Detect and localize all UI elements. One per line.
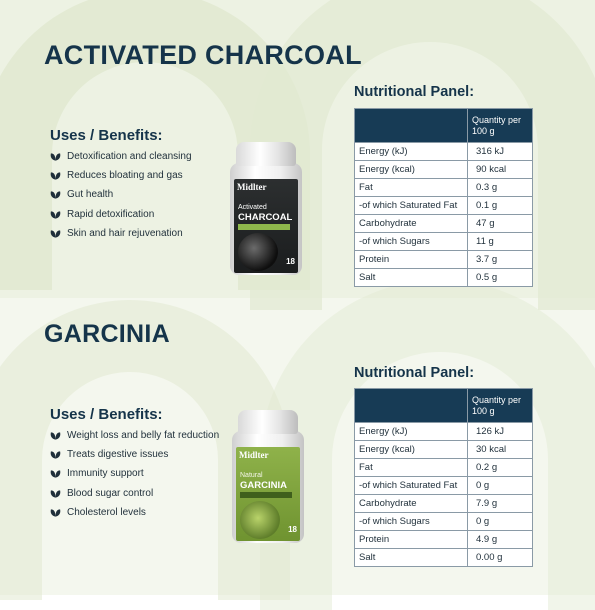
nutritional-panel-heading: Nutritional Panel: [354, 84, 475, 100]
benefits-list [50, 149, 192, 245]
table-row: -of which Saturated Fat 0.1 g [355, 197, 533, 215]
benefit-item: Rapid detoxification [50, 207, 192, 226]
table-header-quantity: Quantity per 100 g [468, 389, 533, 423]
product-section-garcinia [0, 298, 595, 595]
bottle-body [230, 163, 302, 275]
bottle-cap [236, 142, 296, 166]
leaf-icon [50, 469, 61, 479]
table-row: Salt 0.00 g [355, 549, 533, 567]
benefit-item: Immunity support [50, 466, 219, 485]
uses-benefits-heading: Uses / Benefits: [50, 127, 163, 144]
table-row: Carbohydrate 7.9 g [355, 495, 533, 513]
benefits-list [50, 428, 219, 524]
leaf-icon [50, 450, 61, 460]
table-row: -of which Sugars 0 g [355, 513, 533, 531]
garcinia-fruit-image [240, 501, 280, 539]
bottle-label [234, 179, 298, 273]
bottle-product-name: Natural [240, 472, 263, 479]
benefit-item: Blood sugar control [50, 486, 219, 505]
product-section-charcoal [0, 0, 595, 297]
table-header-quantity: Quantity per 100 g [468, 109, 533, 143]
table-row: Energy (kcal) 90 kcal [355, 161, 533, 179]
table-row: Fat 0.2 g [355, 459, 533, 477]
uses-benefits-heading: Uses / Benefits: [50, 406, 163, 423]
bottle-label [236, 447, 300, 541]
table-row: Salt 0.5 g [355, 269, 533, 287]
bottle-product-name-bold: GARCINIA [240, 480, 287, 491]
table-row: Fat 0.3 g [355, 179, 533, 197]
brand-logo: Midlter [239, 450, 269, 460]
bottle-product-name: Activated [238, 204, 267, 211]
leaf-icon [50, 508, 61, 518]
brand-logo: Midlter [237, 182, 267, 192]
table-row: -of which Saturated Fat 0 g [355, 477, 533, 495]
table-row: Protein 4.9 g [355, 531, 533, 549]
table-header-blank [355, 109, 468, 143]
table-header-blank [355, 389, 468, 423]
table-row: -of which Sugars 11 g [355, 233, 533, 251]
benefit-item: Treats digestive issues [50, 447, 219, 466]
benefit-item: Skin and hair rejuvenation [50, 226, 192, 245]
capsule-count: 18 [288, 525, 297, 534]
benefit-item: Reduces bloating and gas [50, 168, 192, 187]
table-row: Energy (kcal) 30 kcal [355, 441, 533, 459]
benefit-item: Weight loss and belly fat reduction [50, 428, 219, 447]
table-row: Energy (kJ) 126 kJ [355, 423, 533, 441]
nutritional-panel-heading: Nutritional Panel: [354, 365, 475, 381]
benefit-item: Detoxification and cleansing [50, 149, 192, 168]
leaf-icon [50, 171, 61, 181]
benefit-item: Cholesterol levels [50, 505, 219, 524]
leaf-icon [50, 152, 61, 162]
leaf-icon [50, 489, 61, 499]
leaf-icon [50, 210, 61, 220]
product-title: GARCINIA [44, 320, 171, 348]
benefit-item: Gut health [50, 187, 192, 206]
charcoal-image [238, 233, 278, 271]
bottle-label-band [240, 492, 292, 498]
bottle-body [232, 431, 304, 543]
table-row: Protein 3.7 g [355, 251, 533, 269]
table-row: Carbohydrate 47 g [355, 215, 533, 233]
table-row: Energy (kJ) 316 kJ [355, 143, 533, 161]
nutrition-table [354, 108, 533, 287]
bottle-cap [238, 410, 298, 434]
bottle-product-name-bold: CHARCOAL [238, 212, 293, 223]
leaf-icon [50, 229, 61, 239]
nutrition-table [354, 388, 533, 567]
product-title: ACTIVATED CHARCOAL [44, 40, 362, 70]
bottle-label-band [238, 224, 290, 230]
leaf-icon [50, 190, 61, 200]
capsule-count: 18 [286, 257, 295, 266]
leaf-icon [50, 431, 61, 441]
